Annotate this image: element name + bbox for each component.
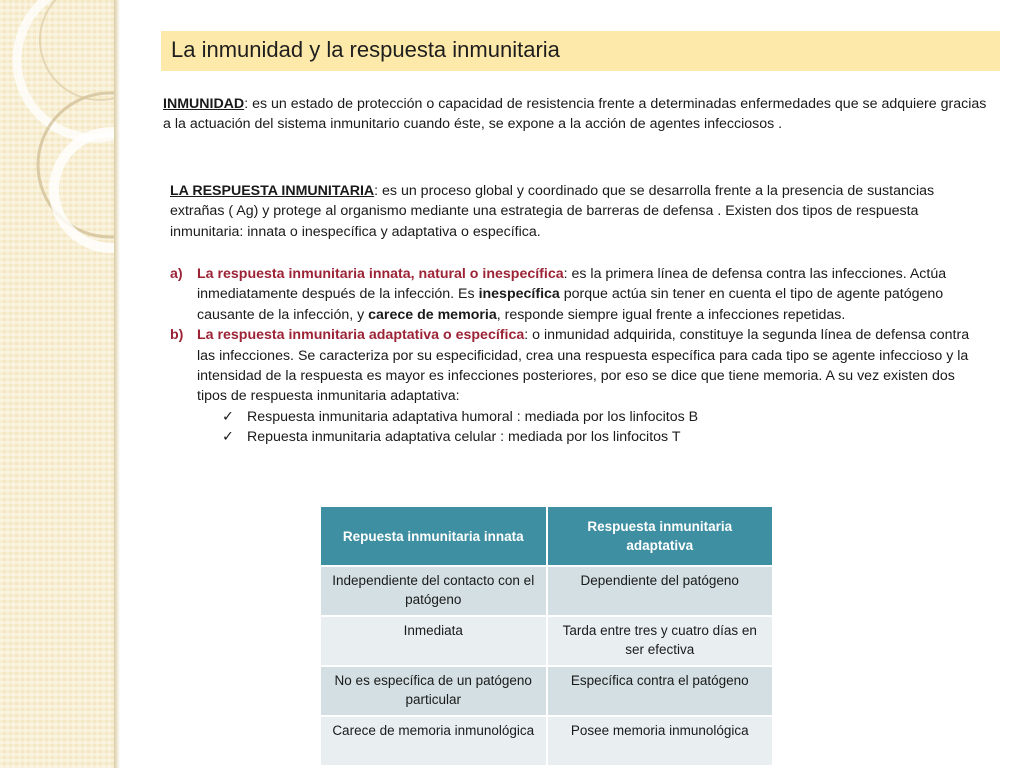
table-cell: Posee memoria inmunológica	[547, 716, 774, 766]
table-row	[320, 666, 773, 716]
slide-title	[161, 31, 1000, 71]
table-row	[320, 616, 773, 666]
table-header-adaptativa: Respuesta inmunitaria adaptativa	[547, 506, 774, 566]
table-cell: Carece de memoria inmunológica	[320, 716, 547, 766]
comparison-table	[319, 505, 774, 767]
list-item-innata	[170, 264, 980, 325]
table-cell: No es específica de un patógeno particular	[320, 666, 547, 716]
checkmark-icon: ✓	[222, 408, 234, 425]
sublist-item-text: Respuesta inmunitaria adaptativa humoral : mediada por los linfocitos B	[247, 408, 699, 425]
innata-text-2: porque actúa sin tener en cuenta el tipo de agente patógeno causante de la infección, y	[197, 286, 944, 323]
list-marker-b: b)	[170, 327, 184, 344]
sublist-item-celular	[170, 427, 980, 447]
respuesta-term: LA RESPUESTA INMUNITARIA	[170, 183, 375, 199]
adaptativa-heading: La respuesta inmunitaria adaptativa o específica	[197, 327, 525, 344]
innata-heading: La respuesta inmunitaria innata, natural o inespecífica	[197, 266, 564, 282]
table-row	[320, 716, 773, 766]
decorative-rings	[0, 0, 114, 768]
list-item-adaptativa	[170, 325, 980, 407]
slide-title-text: La inmunidad y la respuesta inmunitaria	[171, 37, 560, 62]
table-cell: Tarda entre tres y cuatro días en ser efectiva	[547, 616, 774, 666]
table-header-innata: Repuesta inmunitaria innata	[320, 506, 547, 566]
side-band-edge	[114, 0, 120, 768]
innata-text-1: : es la primera línea de defensa contra las infecciones. Actúa inmediatamente después de la infección. Es	[197, 266, 947, 303]
innata-bold-1: inespecífica	[478, 286, 560, 303]
table-cell: Específica contra el patógeno	[547, 666, 774, 716]
response-types-list	[170, 264, 980, 448]
sublist-item-humoral	[170, 407, 980, 427]
table-row	[320, 566, 773, 616]
innata-bold-2: carece de memoria	[368, 306, 497, 323]
checkmark-icon: ✓	[222, 429, 234, 446]
respuesta-text: : es un proceso global y coordinado que se desarrolla frente a la presencia de sustancias extrañas ( Ag) y protege al organismo mediante una estrategia de barreras de defensa . Existen dos tipos de respuesta inmunitaria: innata o inespecífica y adaptativa o específica.	[170, 183, 935, 240]
table-cell: Inmediata	[320, 616, 547, 666]
inmunidad-text: : es un estado de protección o capacidad de resistencia frente a determinadas enfermedades que se adquiere gracias a la actuación del sistema inmunitario cuando éste, se expone a la acción de agentes infecciosos .	[163, 96, 987, 133]
innata-text-3: , responde siempre igual frente a infecciones repetidas.	[496, 306, 846, 323]
respuesta-definition	[170, 181, 980, 242]
sublist-item-text: Repuesta inmunitaria adaptativa celular : mediada por los linfocitos T	[247, 429, 681, 446]
adaptativa-text: : o inmunidad adquirida, constituye la segunda línea de defensa contra las infecciones. Se caracteriza por su especificidad, crea una respuesta específica para cada tipo se agente infeccioso y la intensidad de la respuesta es mayor es infecciones posteriores, por eso se dice que tiene memoria. A su vez existen dos tipos de respuesta inmunitaria adaptativa:	[197, 327, 970, 405]
table-cell: Independiente del contacto con el patógeno	[320, 566, 547, 616]
decorative-side-band	[0, 0, 114, 768]
list-marker-a: a)	[170, 266, 183, 282]
table-cell: Dependiente del patógeno	[547, 566, 774, 616]
inmunidad-term: INMUNIDAD	[163, 96, 245, 112]
inmunidad-definition	[163, 94, 993, 135]
table-header-row	[320, 506, 773, 566]
